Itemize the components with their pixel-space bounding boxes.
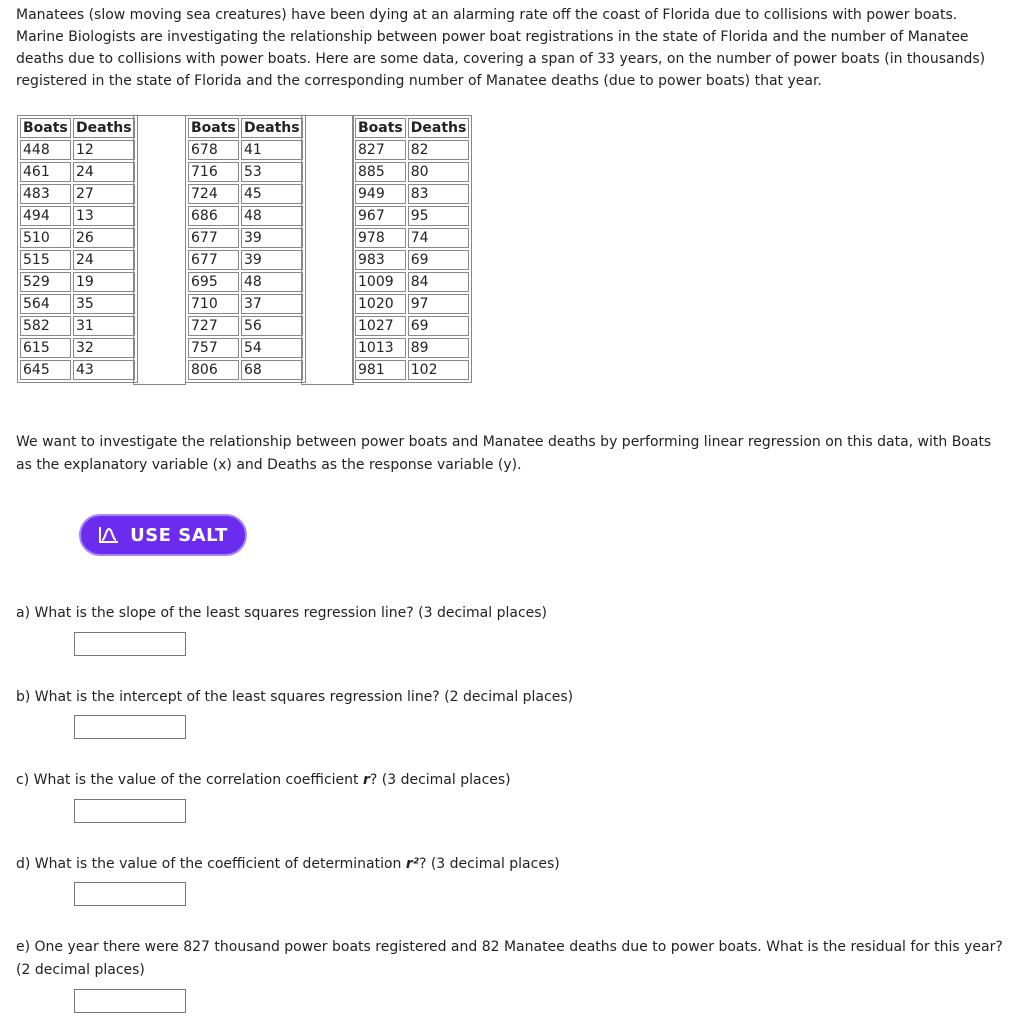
table-row <box>20 316 135 336</box>
boats-cell: 677 <box>188 228 239 248</box>
table-row <box>188 316 303 336</box>
boats-cell: 1013 <box>355 338 406 358</box>
deaths-cell: 26 <box>73 228 135 248</box>
table-row <box>355 162 469 182</box>
table-row <box>20 206 135 226</box>
question-d-text: d) What is the value of the coefficient of determination <box>16 856 406 872</box>
question-a: a) What is the slope of the least squares regression line? (3 decimal places) <box>16 605 548 621</box>
table-row <box>188 228 303 248</box>
use-salt-button[interactable] <box>79 514 247 556</box>
data-table-1 <box>17 115 138 383</box>
deaths-cell: 48 <box>241 206 303 226</box>
use-salt-label: USE SALT <box>130 524 228 546</box>
table-row <box>188 184 303 204</box>
column-header-boats: Boats <box>355 118 406 138</box>
deaths-cell: 82 <box>408 140 470 160</box>
table-row <box>355 206 469 226</box>
boats-cell: 678 <box>188 140 239 160</box>
deaths-cell: 84 <box>408 272 470 292</box>
deaths-cell: 68 <box>241 360 303 380</box>
table-row <box>20 162 135 182</box>
data-table-2 <box>185 115 306 383</box>
deaths-cell: 89 <box>408 338 470 358</box>
column-header-deaths: Deaths <box>408 118 470 138</box>
table-row <box>355 140 469 160</box>
table-row <box>20 140 135 160</box>
boats-cell: 677 <box>188 250 239 270</box>
deaths-cell: 19 <box>73 272 135 292</box>
column-header-deaths: Deaths <box>241 118 303 138</box>
boats-cell: 510 <box>20 228 71 248</box>
regression-instructions: We want to investigate the relationship between power boats and Manatee deaths by performing linear regression on this data, with Boats as the explanatory variable (x) and Deaths as the response variable (y). <box>16 434 992 473</box>
boats-cell: 806 <box>188 360 239 380</box>
boats-cell: 448 <box>20 140 71 160</box>
deaths-cell: 37 <box>241 294 303 314</box>
answer-c-input[interactable] <box>74 799 186 823</box>
table-row <box>20 360 135 380</box>
deaths-cell: 32 <box>73 338 135 358</box>
boats-cell: 967 <box>355 206 406 226</box>
column-header-deaths: Deaths <box>73 118 135 138</box>
deaths-cell: 80 <box>408 162 470 182</box>
table-row <box>20 250 135 270</box>
boats-cell: 686 <box>188 206 239 226</box>
boats-cell: 515 <box>20 250 71 270</box>
question-d <box>16 853 1006 876</box>
deaths-cell: 97 <box>408 294 470 314</box>
question-c-suffix: ? (3 decimal places) <box>369 772 511 788</box>
data-tables <box>17 115 469 385</box>
question-c-variable: r <box>362 772 370 788</box>
salt-chart-icon <box>98 525 120 545</box>
table-row <box>355 294 469 314</box>
table-row <box>355 338 469 358</box>
table-row <box>20 184 135 204</box>
answer-a-input[interactable] <box>74 632 186 656</box>
table-row <box>188 294 303 314</box>
deaths-cell: 56 <box>241 316 303 336</box>
deaths-cell: 27 <box>73 184 135 204</box>
deaths-cell: 102 <box>408 360 470 380</box>
boats-cell: 483 <box>20 184 71 204</box>
deaths-cell: 24 <box>73 250 135 270</box>
table-row <box>188 140 303 160</box>
boats-cell: 949 <box>355 184 406 204</box>
boats-cell: 827 <box>355 140 406 160</box>
boats-cell: 885 <box>355 162 406 182</box>
table-row <box>188 272 303 292</box>
question-d-suffix: ? (3 decimal places) <box>418 856 560 872</box>
table-row <box>188 162 303 182</box>
table-row <box>20 272 135 292</box>
deaths-cell: 12 <box>73 140 135 160</box>
table-row <box>355 360 469 380</box>
deaths-cell: 35 <box>73 294 135 314</box>
table-row <box>20 338 135 358</box>
column-header-boats: Boats <box>188 118 239 138</box>
boats-cell: 1020 <box>355 294 406 314</box>
table-row <box>355 228 469 248</box>
table-row <box>188 206 303 226</box>
boats-cell: 461 <box>20 162 71 182</box>
deaths-cell: 69 <box>408 250 470 270</box>
boats-cell: 978 <box>355 228 406 248</box>
deaths-cell: 39 <box>241 250 303 270</box>
table-row <box>188 250 303 270</box>
answer-b-input[interactable] <box>74 715 186 739</box>
question-c <box>16 769 1006 792</box>
table-row <box>20 228 135 248</box>
boats-cell: 981 <box>355 360 406 380</box>
deaths-cell: 31 <box>73 316 135 336</box>
boats-cell: 695 <box>188 272 239 292</box>
table-row <box>355 272 469 292</box>
deaths-cell: 45 <box>241 184 303 204</box>
question-e: e) One year there were 827 thousand power boats registered and 82 Manatee deaths due to power boats. What is the residual for this year? (2 decimal places) <box>16 939 1003 978</box>
answer-d-input[interactable] <box>74 882 186 906</box>
deaths-cell: 24 <box>73 162 135 182</box>
boats-cell: 983 <box>355 250 406 270</box>
table-row <box>188 338 303 358</box>
boats-cell: 724 <box>188 184 239 204</box>
boats-cell: 645 <box>20 360 71 380</box>
deaths-cell: 39 <box>241 228 303 248</box>
column-header-boats: Boats <box>20 118 71 138</box>
boats-cell: 716 <box>188 162 239 182</box>
table-row <box>20 294 135 314</box>
table-spacer <box>133 115 186 385</box>
deaths-cell: 48 <box>241 272 303 292</box>
boats-cell: 1009 <box>355 272 406 292</box>
deaths-cell: 69 <box>408 316 470 336</box>
deaths-cell: 53 <box>241 162 303 182</box>
boats-cell: 494 <box>20 206 71 226</box>
deaths-cell: 43 <box>73 360 135 380</box>
deaths-cell: 95 <box>408 206 470 226</box>
boats-cell: 1027 <box>355 316 406 336</box>
table-row <box>355 184 469 204</box>
boats-cell: 757 <box>188 338 239 358</box>
boats-cell: 564 <box>20 294 71 314</box>
deaths-cell: 13 <box>73 206 135 226</box>
deaths-cell: 41 <box>241 140 303 160</box>
answer-e-input[interactable] <box>74 989 186 1013</box>
table-row <box>188 360 303 380</box>
deaths-cell: 74 <box>408 228 470 248</box>
boats-cell: 582 <box>20 316 71 336</box>
table-row <box>355 250 469 270</box>
question-b: b) What is the intercept of the least squares regression line? (2 decimal places) <box>16 689 574 705</box>
boats-cell: 727 <box>188 316 239 336</box>
question-d-variable: r² <box>405 856 419 872</box>
boats-cell: 529 <box>20 272 71 292</box>
question-c-text: c) What is the value of the correlation coefficient <box>16 772 363 788</box>
deaths-cell: 54 <box>241 338 303 358</box>
boats-cell: 615 <box>20 338 71 358</box>
table-spacer <box>301 115 354 385</box>
problem-intro: Manatees (slow moving sea creatures) have been dying at an alarming rate off the coast of Florida due to collisions with power boats. Marine Biologists are investigating the relationship between power boat registrations in the state of Florida and the number of Manatee deaths due to collisions with power boats. Here are some data, covering a span of 33 years, on the number of power boats (in thousands) registered in the state of Florida and the corresponding number of Manatee deaths (due to power boats) that year. <box>16 7 986 89</box>
deaths-cell: 83 <box>408 184 470 204</box>
table-row <box>355 316 469 336</box>
boats-cell: 710 <box>188 294 239 314</box>
data-table-3 <box>352 115 472 383</box>
